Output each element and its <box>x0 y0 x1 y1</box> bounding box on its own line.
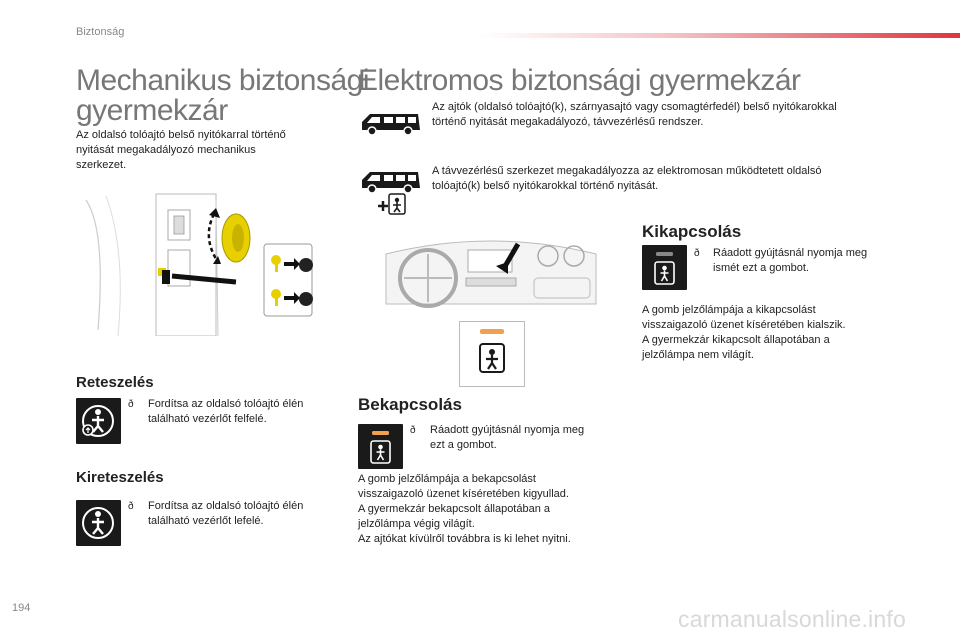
unlock-bullet-icon <box>128 499 134 514</box>
unlock-instruction-line1: Fordítsa az oldalsó tolóajtó élén <box>148 500 304 512</box>
header-accent-bar <box>480 33 960 38</box>
unlock-heading: Kireteszelés <box>76 469 164 486</box>
child-lock-button-on-icon <box>358 424 403 469</box>
door-lock-illustration <box>76 190 322 336</box>
deactivation-instruction-line1: Ráadott gyújtásnál nyomja meg <box>713 247 868 259</box>
right-title: Elektromos biztonsági gyermekzár <box>358 64 801 97</box>
activation-text-1: A gomb jelzőlámpája a bekapcsolást <box>358 473 536 485</box>
child-lock-button-off-icon <box>642 245 687 290</box>
electric-intro-line1: Az ajtók (oldalsó tolóajtó(k), szárnyasajtó vagy csomagtérfedél) belső nyitókarokkal <box>432 101 837 113</box>
electric-intro-line2: történő nyitását megakadályozó, távvezérlésű rendszer. <box>432 116 704 128</box>
child-lock-button-large <box>459 321 525 387</box>
activation-heading: Bekapcsolás <box>358 395 462 414</box>
watermark: carmanualsonline.info <box>678 606 906 632</box>
activation-text-5: Az ajtókat kívülről továbbra is ki lehet nyitni. <box>358 533 571 545</box>
van-icon <box>358 108 422 138</box>
left-intro-line2: nyitását megakadályozó mechanikus <box>76 144 256 156</box>
child-lock-locked-icon <box>76 398 121 444</box>
deactivation-heading: Kikapcsolás <box>642 222 742 241</box>
activation-text-3: A gyermekzár bekapcsolt állapotában a <box>358 503 551 515</box>
child-lock-unlocked-icon <box>76 500 121 546</box>
electric-remote-line2: tolóajtó(k) belső nyitókarokkal történő nyitását. <box>432 180 659 192</box>
left-intro-line1: Az oldalsó tolóajtó belső nyitókarral történő <box>76 129 286 141</box>
lock-instruction-line2: található vezérlőt felfelé. <box>148 413 267 425</box>
unlock-instruction-line2: található vezérlőt lefelé. <box>148 515 264 527</box>
lock-bullet-icon <box>128 397 134 412</box>
deactivation-text-2: visszaigazoló üzenet kíséretében kialszik. <box>642 319 846 331</box>
lock-heading: Reteszelés <box>76 374 154 391</box>
electric-remote-line1: A távvezérlésű szerkezet megakadályozza az elektromosan működtetett oldalsó <box>432 165 822 177</box>
dashboard-illustration <box>384 234 598 314</box>
deactivation-text-4: jelzőlámpa nem világít. <box>642 349 754 361</box>
left-intro-line3: szerkezet. <box>76 159 127 171</box>
deactivation-instruction-line2: ismét ezt a gombot. <box>713 262 809 274</box>
page-number: 194 <box>12 602 31 614</box>
left-title-line2: gyermekzár <box>76 94 228 127</box>
deactivation-text-1: A gomb jelzőlámpája a kikapcsolást <box>642 304 816 316</box>
deactivation-text-3: A gyermekzár kikapcsolt állapotában a <box>642 334 830 346</box>
left-title-line1: Mechanikus biztonsági <box>76 64 370 97</box>
section-header: Biztonság <box>76 26 125 38</box>
lock-instruction-line1: Fordítsa az oldalsó tolóajtó élén <box>148 398 304 410</box>
van-child-lock-icon <box>358 166 422 216</box>
deactivation-bullet-icon <box>694 246 700 261</box>
activation-instruction-line2: ezt a gombot. <box>430 439 497 451</box>
activation-text-4: jelzőlámpa végig világít. <box>358 518 475 530</box>
activation-instruction-line1: Ráadott gyújtásnál nyomja meg <box>430 424 585 436</box>
activation-text-2: visszaigazoló üzenet kíséretében kigyullad. <box>358 488 569 500</box>
activation-bullet-icon <box>410 423 416 438</box>
